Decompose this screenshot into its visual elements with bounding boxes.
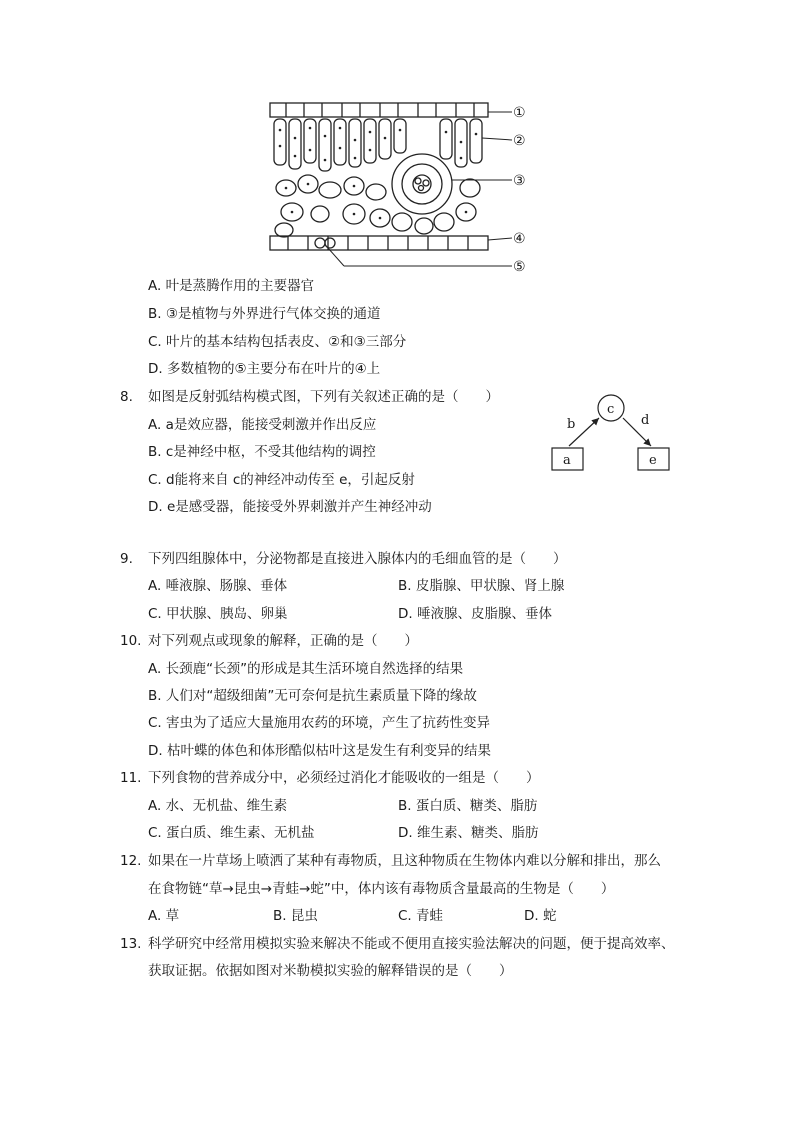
q10-option-c: C. 害虫为了适应大量施用农药的环境，产生了抗药性变异 [148, 715, 491, 731]
q9-option-c: C. 甲状腺、胰岛、卵巢 [148, 606, 288, 622]
leaf-label-4: ④ [513, 231, 526, 247]
q9-stem: 下列四组腺体中，分泌物都是直接进入腺体内的毛细血管的是（ ） [148, 551, 567, 567]
q11-option-a: A. 水、无机盐、维生素 [148, 798, 288, 814]
q8-option-d: D. e是感受器，能接受外界刺激并产生神经冲动 [148, 499, 432, 515]
q10-number: 10. [120, 633, 142, 649]
q7-option-b: B. ③是植物与外界进行气体交换的通道 [148, 306, 381, 322]
reflex-arc-diagram [545, 388, 680, 476]
q11-option-c: C. 蛋白质、维生素、无机盐 [148, 825, 315, 841]
q7-option-a: A. 叶是蒸腾作用的主要器官 [148, 278, 315, 294]
q12-option-b: B. 昆虫 [273, 908, 318, 924]
q11-number: 11. [120, 770, 142, 786]
q10-option-a: A. 长颈鹿“长颈”的形成是其生活环境自然选择的结果 [148, 661, 464, 677]
q13-stem-line1: 科学研究中经常用模拟实验来解决不能或不便用直接实验法解决的问题，便于提高效率、 [148, 936, 675, 952]
q12-option-a: A. 草 [148, 908, 180, 924]
q12-stem-line2: 在食物链“草→昆虫→青蛙→蛇”中，体内该有毒物质含量最高的生物是（ ） [148, 881, 615, 897]
leaf-label-1: ① [513, 105, 526, 121]
q12-number: 12. [120, 853, 142, 869]
q13-number: 13. [120, 936, 142, 952]
q11-option-d: D. 维生素、糖类、脂肪 [398, 825, 539, 841]
arrow-b-label: b [567, 417, 576, 432]
arrow-d-label: d [641, 413, 650, 428]
q9-option-a: A. 唾液腺、肠腺、垂体 [148, 578, 288, 594]
q8-option-b: B. c是神经中枢，不受其他结构的调控 [148, 444, 376, 460]
node-e-label: e [649, 453, 657, 468]
q7-option-c: C. 叶片的基本结构包括表皮、②和③三部分 [148, 334, 407, 350]
leaf-label-2: ② [513, 133, 526, 149]
q7-option-d: D. 多数植物的⑤主要分布在叶片的④上 [148, 361, 381, 377]
q11-option-b: B. 蛋白质、糖类、脂肪 [398, 798, 538, 814]
leaf-label-3: ③ [513, 173, 526, 189]
q10-option-d: D. 枯叶蝶的体色和体形酷似枯叶这是发生有利变异的结果 [148, 743, 491, 759]
q8-number: 8. [120, 389, 133, 405]
node-c-label: c [607, 402, 615, 417]
q12-option-c: C. 青蛙 [398, 908, 444, 924]
q8-stem: 如图是反射弧结构模式图，下列有关叙述正确的是（ ） [148, 389, 499, 405]
q9-option-d: D. 唾液腺、皮脂腺、垂体 [398, 606, 552, 622]
q9-number: 9. [120, 551, 133, 567]
q9-option-b: B. 皮脂腺、甲状腺、肾上腺 [398, 578, 565, 594]
q12-stem-line1: 如果在一片草场上喷洒了某种有毒物质，且这种物质在生物体内难以分解和排出，那么 [148, 853, 661, 869]
leaf-label-5: ⑤ [513, 259, 526, 275]
q11-stem: 下列食物的营养成分中，必须经过消化才能吸收的一组是（ ） [148, 770, 540, 786]
q8-option-c: C. d能将来自 c的神经冲动传至 e，引起反射 [148, 472, 415, 488]
q10-stem: 对下列观点或现象的解释，正确的是（ ） [148, 633, 418, 649]
q12-option-d: D. 蛇 [524, 908, 557, 924]
leaf-cross-section-figure [262, 98, 542, 276]
node-a-label: a [563, 453, 571, 468]
q10-option-b: B. 人们对“超级细菌”无可奈何是抗生素质量下降的缘故 [148, 688, 477, 704]
q13-stem-line2: 获取证据。依据如图对米勒模拟实验的解释错误的是（ ） [148, 963, 513, 979]
q8-option-a: A. a是效应器，能接受刺激并作出反应 [148, 417, 377, 433]
